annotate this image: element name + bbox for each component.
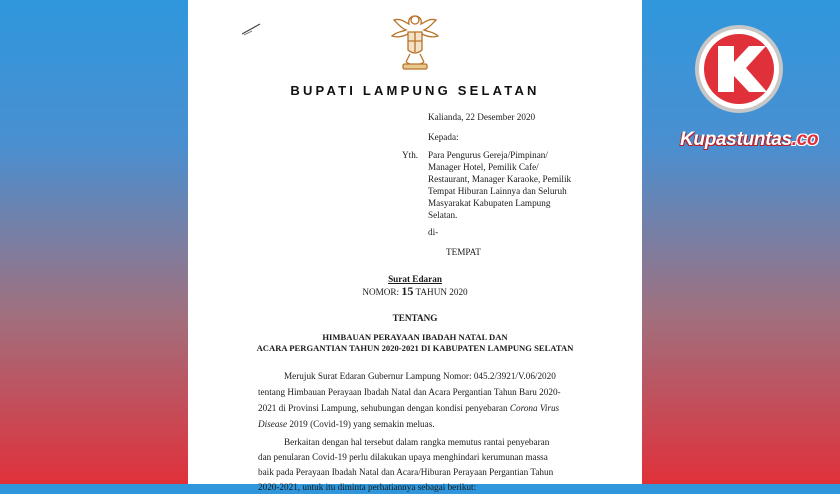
subject-line: ACARA PERGANTIAN TAHUN 2020-2021 DI KABUPATEN LAMPUNG SELATAN [256, 343, 574, 353]
brand-suffix: .co [791, 129, 819, 150]
di-label: di- [428, 227, 439, 237]
place-date: Kalianda, 22 Desember 2020 [428, 112, 536, 122]
body-line: Berkaitan dengan hal tersebut dalam rangka memutus rantai penyebaran [284, 437, 550, 447]
recipient-line: Tempat Hiburan Lainnya dan Seluruh [428, 186, 567, 196]
nomor-label: NOMOR: [362, 287, 400, 297]
pen-mark-icon [240, 20, 262, 38]
document-number [188, 285, 642, 299]
garuda-emblem-icon [388, 10, 442, 74]
body-line: baik pada Perayaan Ibadah Natal dan Acara/Hiburan Perayaan Pergantian Tahun [258, 467, 554, 477]
body-line: dan penularan Covid-19 perlu dilakukan upaya menghindari kerumunan massa [258, 452, 548, 462]
nomor-value: 15 [401, 284, 414, 298]
letter-page [188, 0, 642, 492]
letterhead-title: BUPATI LAMPUNG SELATAN [290, 83, 540, 98]
tempat-label: TEMPAT [446, 247, 481, 257]
recipient-line: Masyarakat Kabupaten Lampung [428, 198, 551, 208]
body-italic: Corona Virus [509, 403, 560, 413]
body-line [258, 402, 559, 415]
recipient-line: Para Pengurus Gereja/Pimpinan/ [428, 150, 548, 160]
body-line [258, 418, 435, 431]
brand-wordmark [680, 128, 819, 152]
body-line: 2020-2021, untuk itu diminta perhatiannya sebagai berikut: [258, 482, 477, 492]
body-line: Merujuk Surat Edaran Gubernur Lampung Nomor: 045.2/3921/V.06/2020 [284, 371, 556, 381]
recipient-line: Selatan. [428, 210, 458, 220]
body-text: 2021 di Provinsi Lampung, sehubungan dengan kondisi penyebaran [258, 403, 508, 413]
subject-line: HIMBAUAN PERAYAAN IBADAH NATAL DAN [322, 332, 508, 342]
body-text: 2019 (Covid-19) yang semakin meluas. [289, 419, 435, 429]
recipient-line: Manager Hotel, Pemilik Cafe/ [428, 162, 539, 172]
body-italic: Disease [258, 419, 288, 429]
doc-type-title: Surat Edaran [388, 274, 442, 284]
brand-name: Kupastuntas [680, 129, 792, 150]
tahun-label: TAHUN 2020 [415, 287, 468, 297]
kepada-label: Kepada: [428, 132, 459, 142]
body-line: tentang Himbauan Perayaan Ibadah Natal dan Acara Pergantian Tahun Baru 2020- [258, 387, 561, 397]
recipient-line: Restaurant, Manager Karaoke, Pemilik [428, 174, 572, 184]
yth-label: Yth. [402, 150, 419, 160]
tentang-label: TENTANG [392, 313, 438, 323]
kupastuntas-logo-icon [694, 24, 784, 114]
